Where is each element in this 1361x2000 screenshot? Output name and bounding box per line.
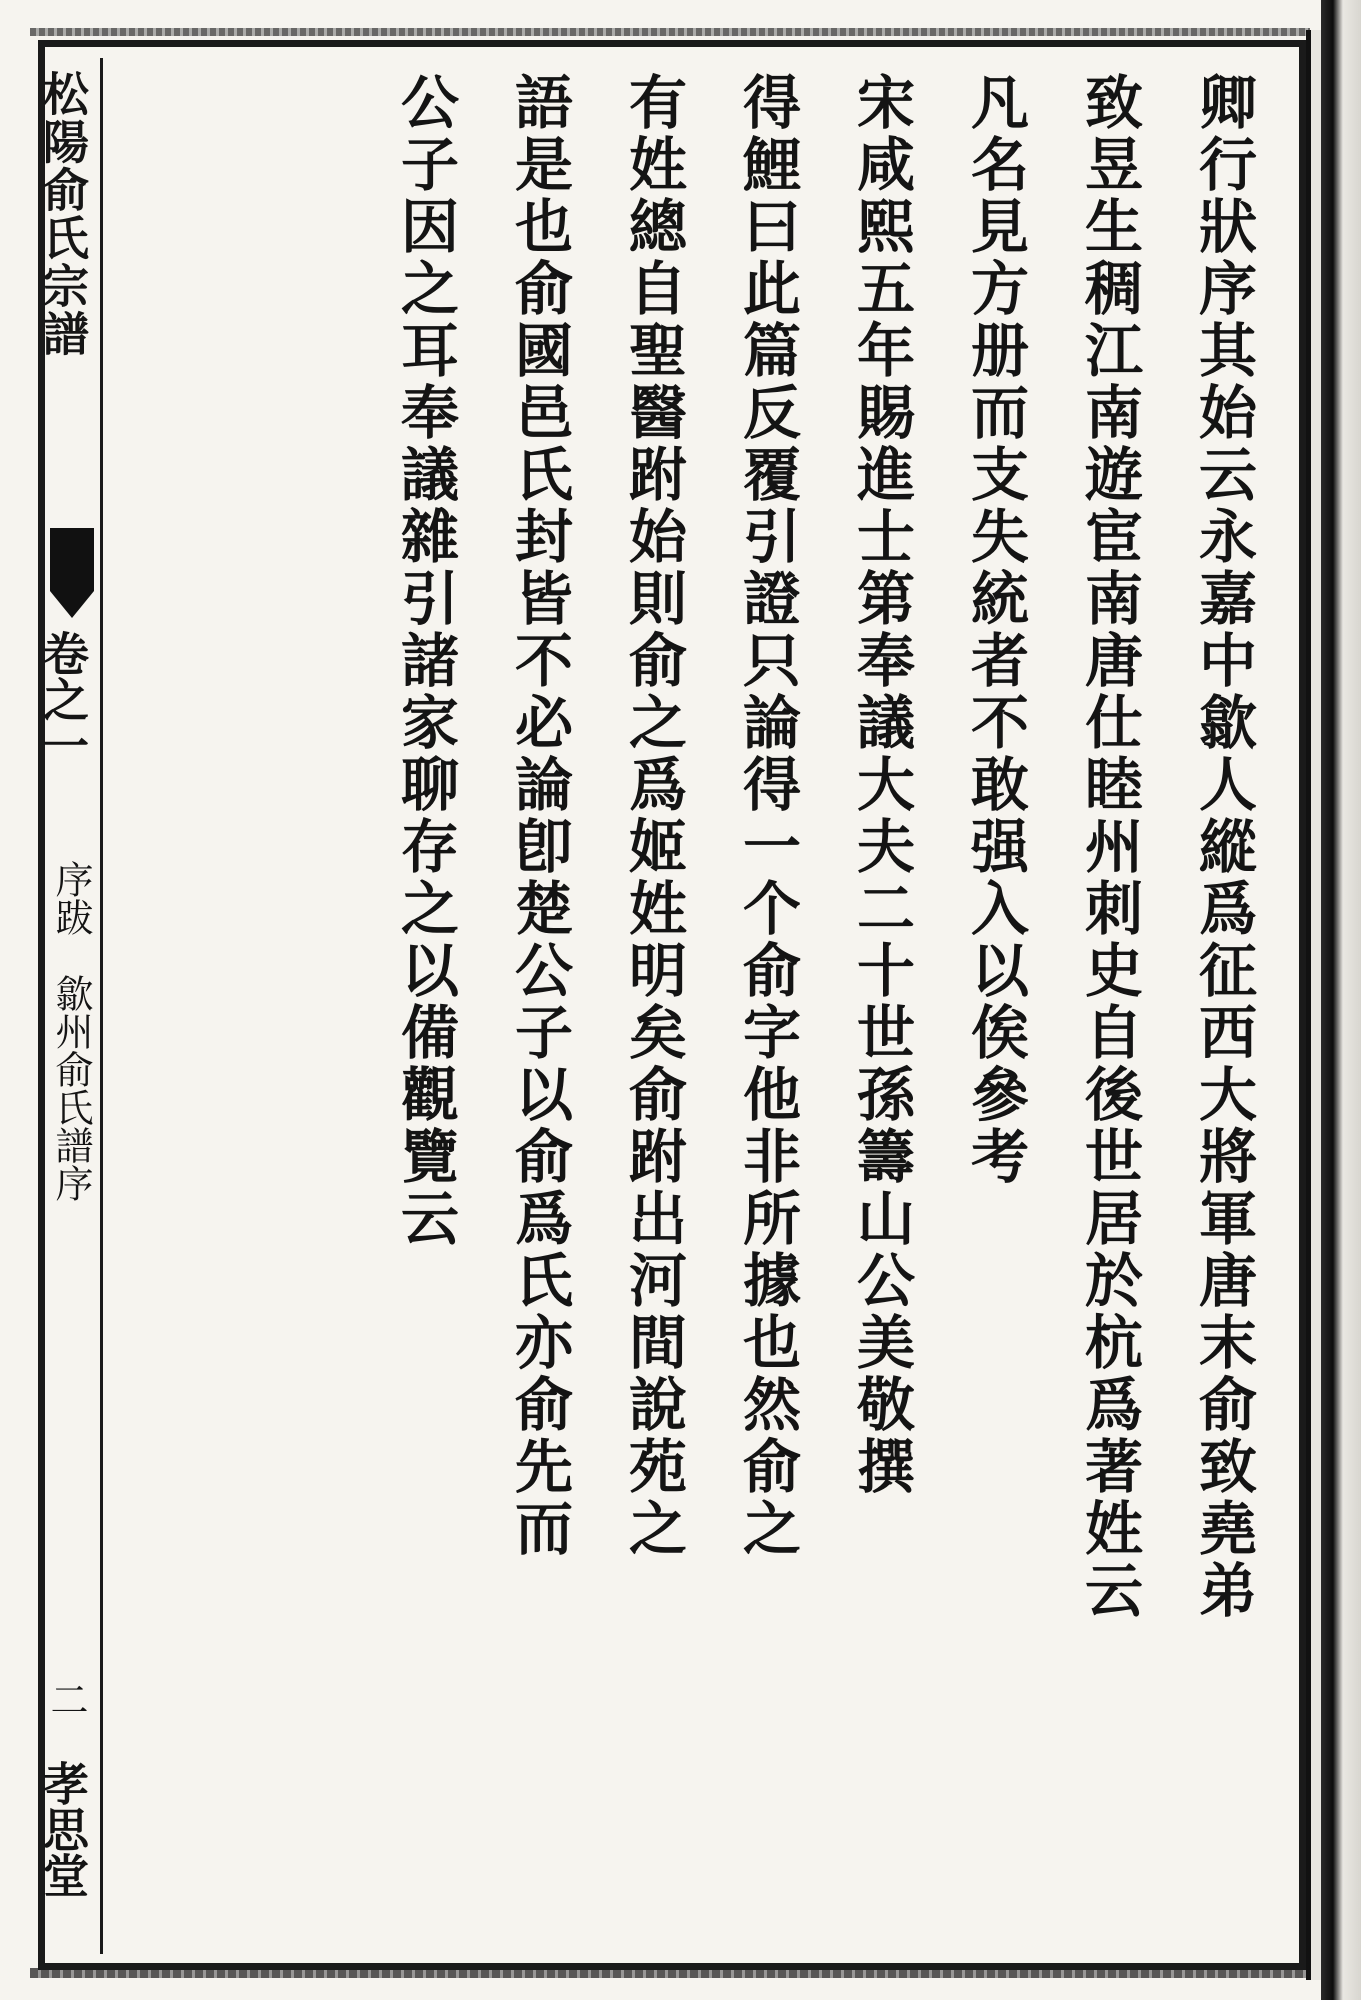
- fish-tail-mark-icon: [50, 528, 94, 618]
- hall-name: 孝思堂: [36, 1760, 90, 1898]
- page-margin-column: [36, 60, 100, 1960]
- text-column: 宋咸熙五年賜進士第奉議大夫二十世孫籌山公美敬撰: [847, 72, 915, 1498]
- top-edge-decoration: [30, 28, 1310, 36]
- text-column: 語是也俞國邑氏封皆不必論卽楚公子以俞爲氏亦俞先而: [505, 72, 573, 1560]
- volume-label: 卷之一: [36, 630, 90, 768]
- text-column: 公子因之耳奉議雜引諸家聊存之以備觀覽云: [391, 72, 459, 1250]
- main-text-body: [360, 72, 1280, 1932]
- text-column: 卿行狀序其始云永嘉中歙人縱爲征西大將軍唐末俞致堯弟: [1189, 72, 1257, 1622]
- text-column: 有姓總自聖醫跗始則俞之爲姬姓明矣俞跗出河間說苑之: [619, 72, 687, 1560]
- text-column: 得鯉曰此篇反覆引證只論得一个俞字他非所據也然俞之: [733, 72, 801, 1560]
- text-column: 凡名見方册而支失統者不敢强入以俟參考: [961, 72, 1029, 1188]
- book-title: 松陽俞氏宗譜: [36, 70, 90, 358]
- binding-edge: [1321, 0, 1361, 2000]
- text-column: 致昱生稠江南遊宦南唐仕睦州刺史自後世居於杭爲著姓云: [1075, 72, 1143, 1622]
- section-label: 序跋 歙州俞氏譜序: [49, 860, 93, 1202]
- page-number: 二: [44, 1680, 88, 1718]
